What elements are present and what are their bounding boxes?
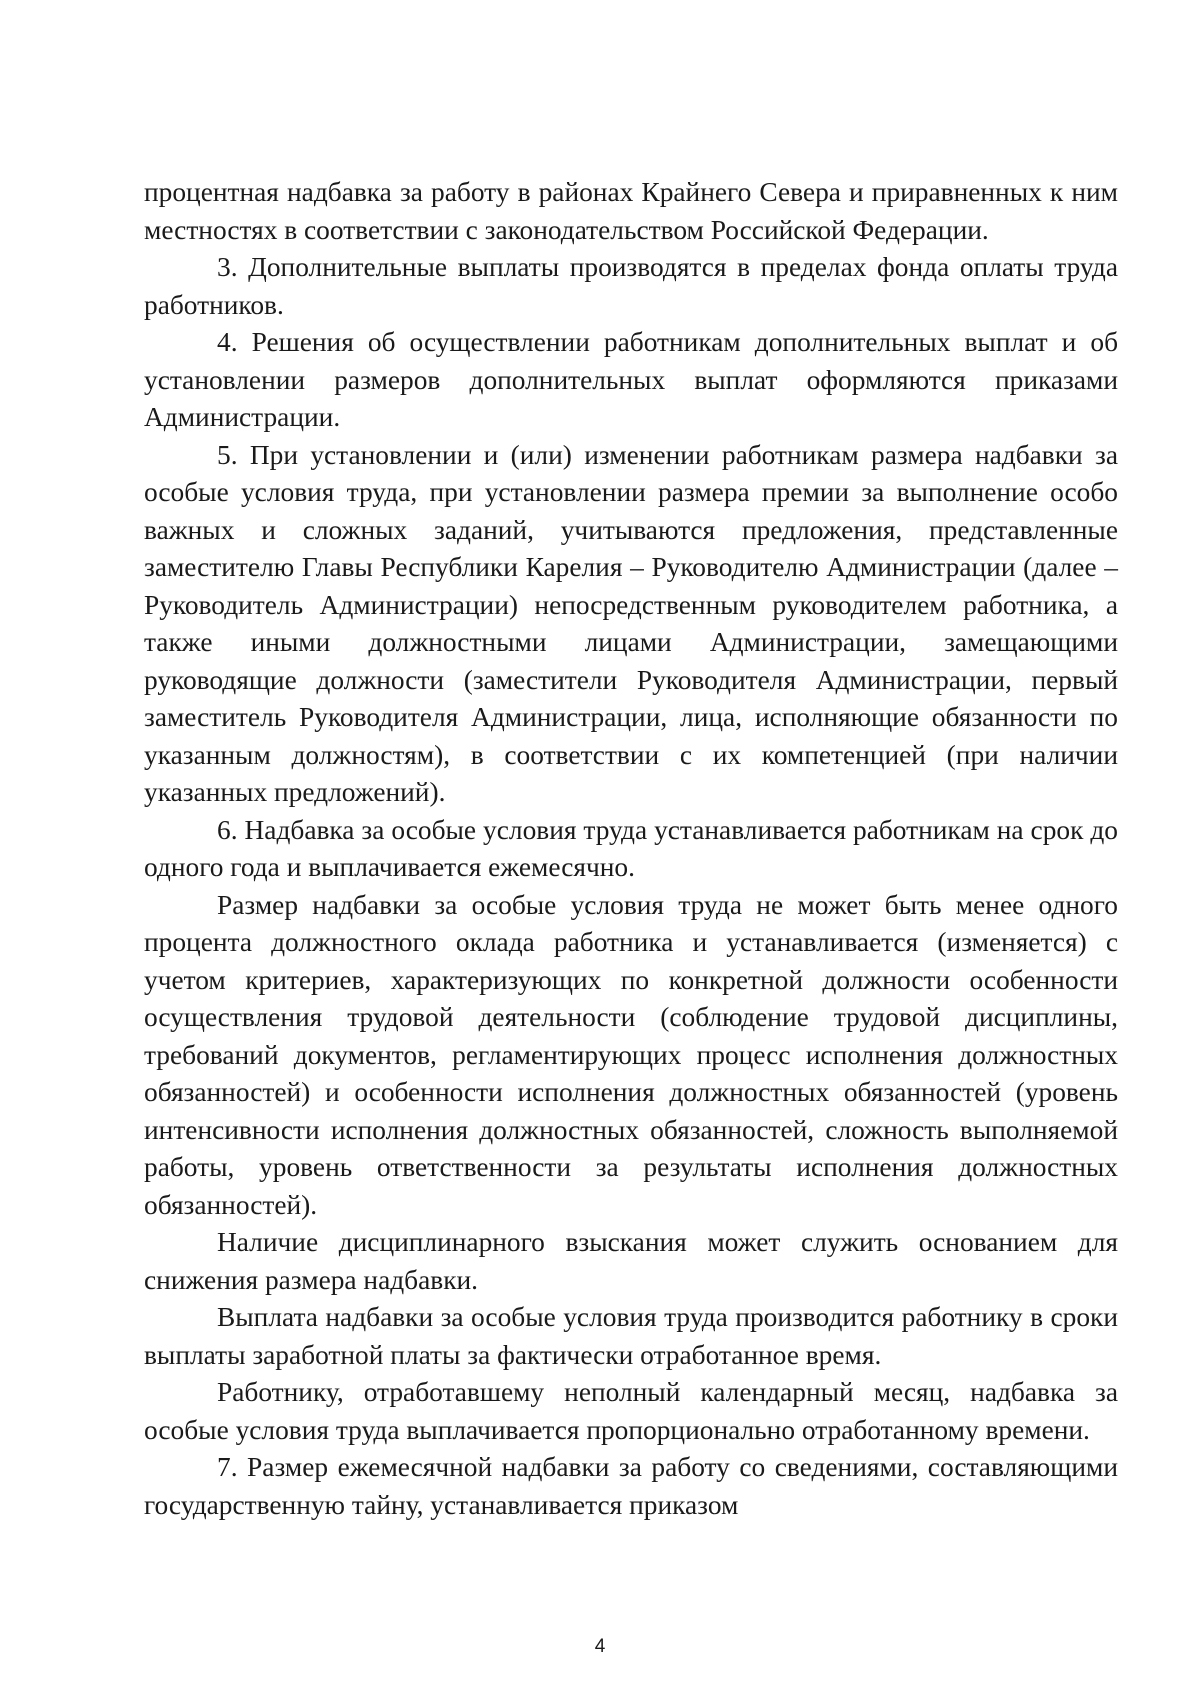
paragraph-continuation: процентная надбавка за работу в районах Крайнего Севера и приравненных к ним местностях в соответствии с законодательством Российской Федерации.	[144, 177, 1118, 245]
paragraph-item-5: 5. При установлении и (или) изменении работникам размера надбавки за особые условия труда, при установлении размера премии за выполнение особо важных и сложных заданий, учитываются предложения, представленные заместителю Главы Республики Карелия – Руководителю Администрации (далее – Руководитель Администрации) непосредственным руководителем работника, а также иными должностными лицами Администрации, замещающими руководящие должности (заместители Руководителя Администрации, первый заместитель Руководителя Администрации, лица, исполняющие обязанности по указанным должностям), в соответствии с их компетенцией (при наличии указанных предложений).	[144, 439, 1118, 807]
paragraph-payment-terms: Выплата надбавки за особые условия труда производится работнику в сроки выплаты заработной платы за фактически отработанное время.	[144, 1302, 1118, 1370]
paragraph-bonus-size: Размер надбавки за особые условия труда не может быть менее одного процента должностного оклада работника и устанавливается (изменяется) с учетом критериев, характеризующих по конкретной должности особенности осуществления трудовой деятельности (соблюдение трудовой дисциплины, требований документов, регламентирующих процесс исполнения должностных обязанностей) и особенности исполнения должностных обязанностей (уровень интенсивности исполнения должностных обязанностей, сложность выполняемой работы, уровень ответственности за результаты исполнения должностных обязанностей).	[144, 889, 1118, 1220]
document-body	[144, 174, 1118, 1524]
page-number: 4	[594, 1636, 606, 1657]
paragraph-item-7: 7. Размер ежемесячной надбавки за работу со сведениями, составляющими государственную тайну, устанавливается приказом	[144, 1452, 1118, 1520]
paragraph-disciplinary: Наличие дисциплинарного взыскания может служить основанием для снижения размера надбавки.	[144, 1227, 1118, 1295]
paragraph-item-3: 3. Дополнительные выплаты производятся в пределах фонда оплаты труда работников.	[144, 252, 1118, 320]
paragraph-item-6: 6. Надбавка за особые условия труда устанавливается работникам на срок до одного года и выплачивается ежемесячно.	[144, 814, 1118, 882]
paragraph-partial-month: Работнику, отработавшему неполный календарный месяц, надбавка за особые условия труда выплачивается пропорционально отработанному времени.	[144, 1377, 1118, 1445]
paragraph-item-4: 4. Решения об осуществлении работникам дополнительных выплат и об установлении размеров дополнительных выплат оформляются приказами Администрации.	[144, 327, 1118, 432]
